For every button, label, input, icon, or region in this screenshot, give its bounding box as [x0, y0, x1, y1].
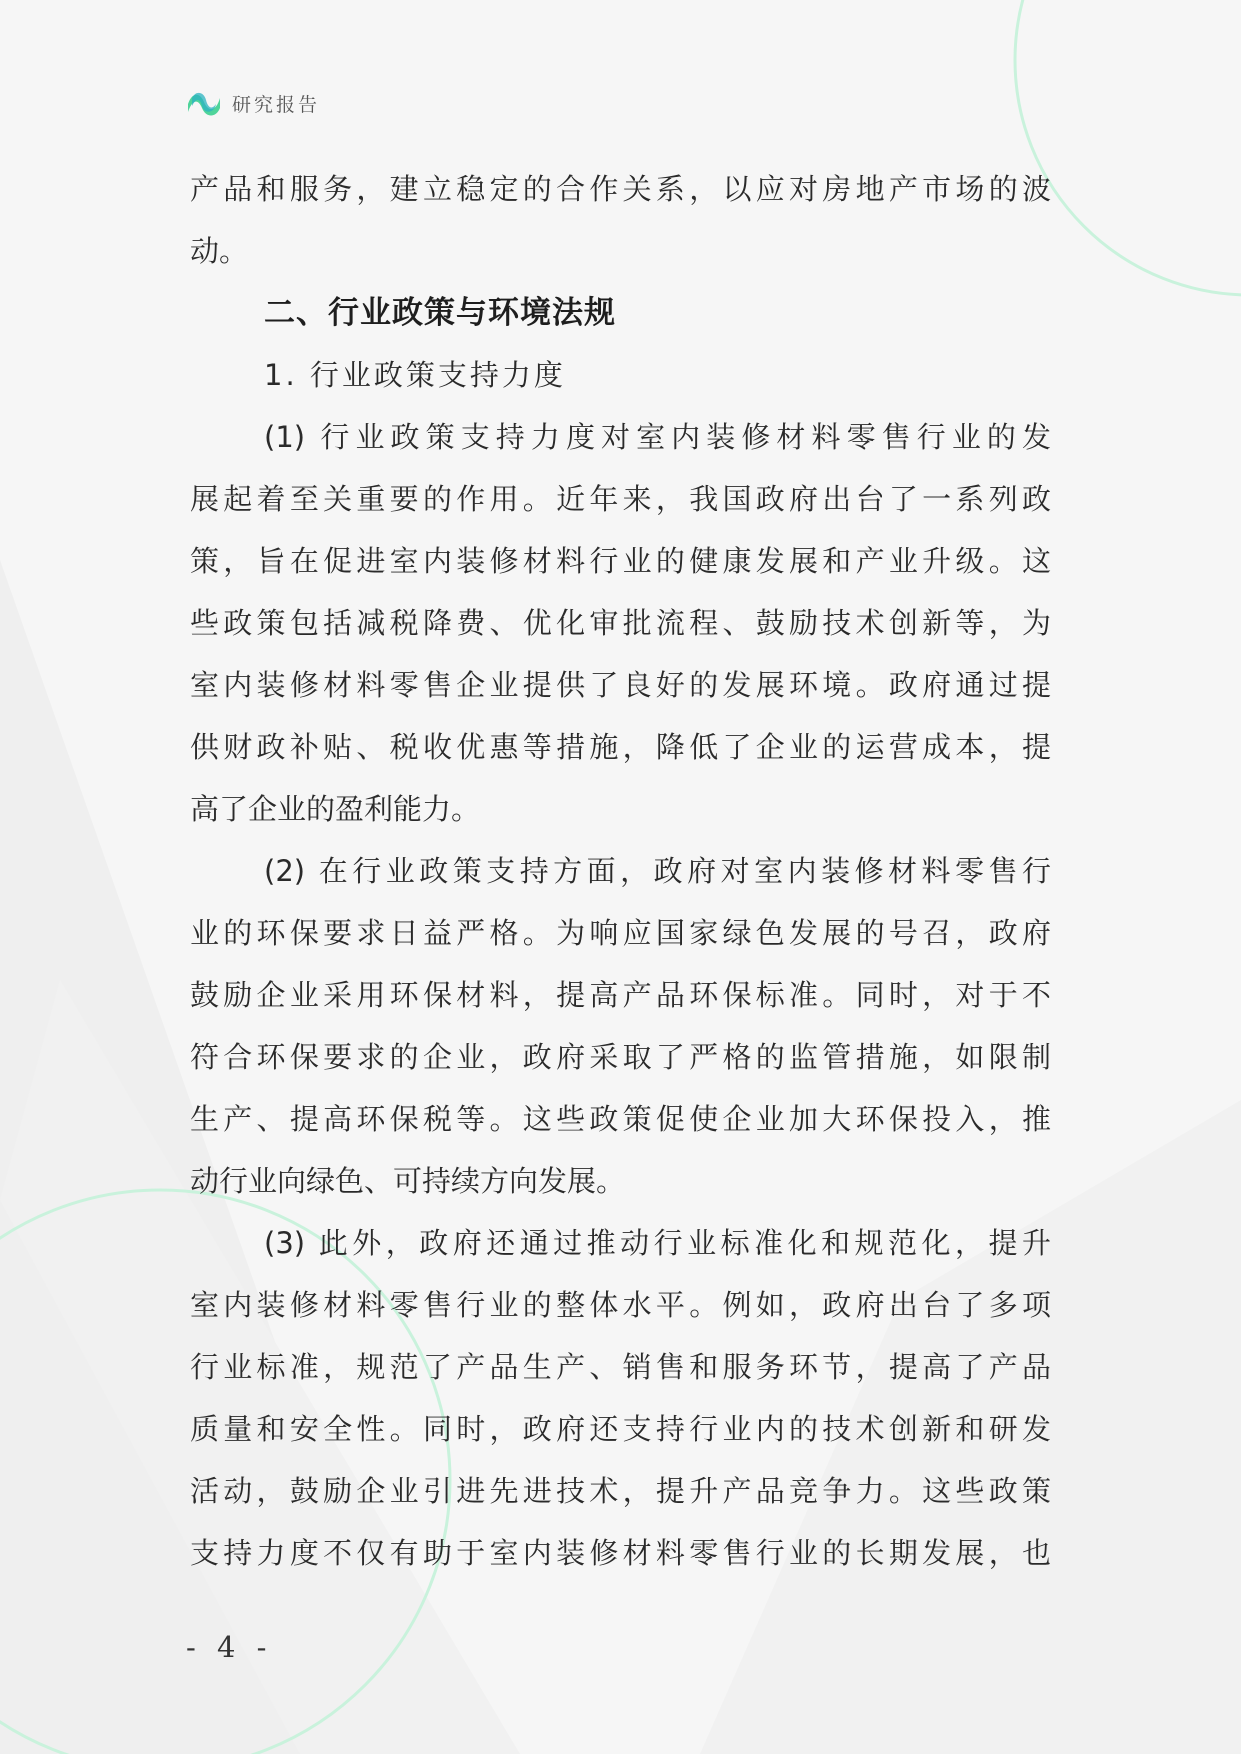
text-line: 符合环保要求的企业，政府采取了严格的监管措施，如限制	[190, 1040, 1051, 1074]
text-line: (2) 在行业政策支持方面，政府对室内装修材料零售行	[264, 854, 1051, 888]
text-line: 动行业向绿色、可持续方向发展。	[190, 1164, 626, 1198]
text-line: 业的环保要求日益严格。为响应国家绿色发展的号召，政府	[190, 916, 1051, 950]
section-heading: 二、行业政策与环境法规	[264, 295, 616, 331]
subsection-heading: 1. 行业政策支持力度	[264, 358, 566, 392]
text-line: 室内装修材料零售企业提供了良好的发展环境。政府通过提	[190, 668, 1051, 702]
text-line: 产品和服务，建立稳定的合作关系，以应对房地产市场的波	[190, 172, 1051, 206]
header-title: 研究报告	[232, 93, 321, 116]
page-number: - 4 -	[186, 1630, 273, 1664]
text-line: 展起着至关重要的作用。近年来，我国政府出台了一系列政	[190, 482, 1051, 516]
text-line: 质量和安全性。同时，政府还支持行业内的技术创新和研发	[190, 1412, 1051, 1446]
text-line: 支持力度不仅有助于室内装修材料零售行业的长期发展，也	[190, 1536, 1051, 1570]
text-line: 供财政补贴、税收优惠等措施，降低了企业的运营成本，提	[190, 730, 1051, 764]
text-line: 室内装修材料零售行业的整体水平。例如，政府出台了多项	[190, 1288, 1051, 1322]
text-line: 动。	[190, 234, 249, 268]
text-line: (3) 此外，政府还通过推动行业标准化和规范化，提升	[264, 1226, 1051, 1260]
text-line: (1) 行业政策支持力度对室内装修材料零售行业的发	[264, 420, 1051, 454]
document-body	[190, 158, 1051, 1584]
brand-logo-icon	[186, 88, 222, 118]
text-line: 高了企业的盈利能力。	[190, 792, 481, 826]
text-line: 活动，鼓励企业引进先进技术，提升产品竞争力。这些政策	[190, 1474, 1051, 1508]
text-line: 行业标准，规范了产品生产、销售和服务环节，提高了产品	[190, 1350, 1051, 1384]
report-header	[186, 88, 320, 118]
text-line: 些政策包括减税降费、优化审批流程、鼓励技术创新等，为	[190, 606, 1051, 640]
text-line: 生产、提高环保税等。这些政策促使企业加大环保投入，推	[190, 1102, 1051, 1136]
text-line: 策，旨在促进室内装修材料行业的健康发展和产业升级。这	[190, 544, 1051, 578]
text-line: 鼓励企业采用环保材料，提高产品环保标准。同时，对于不	[190, 978, 1051, 1012]
